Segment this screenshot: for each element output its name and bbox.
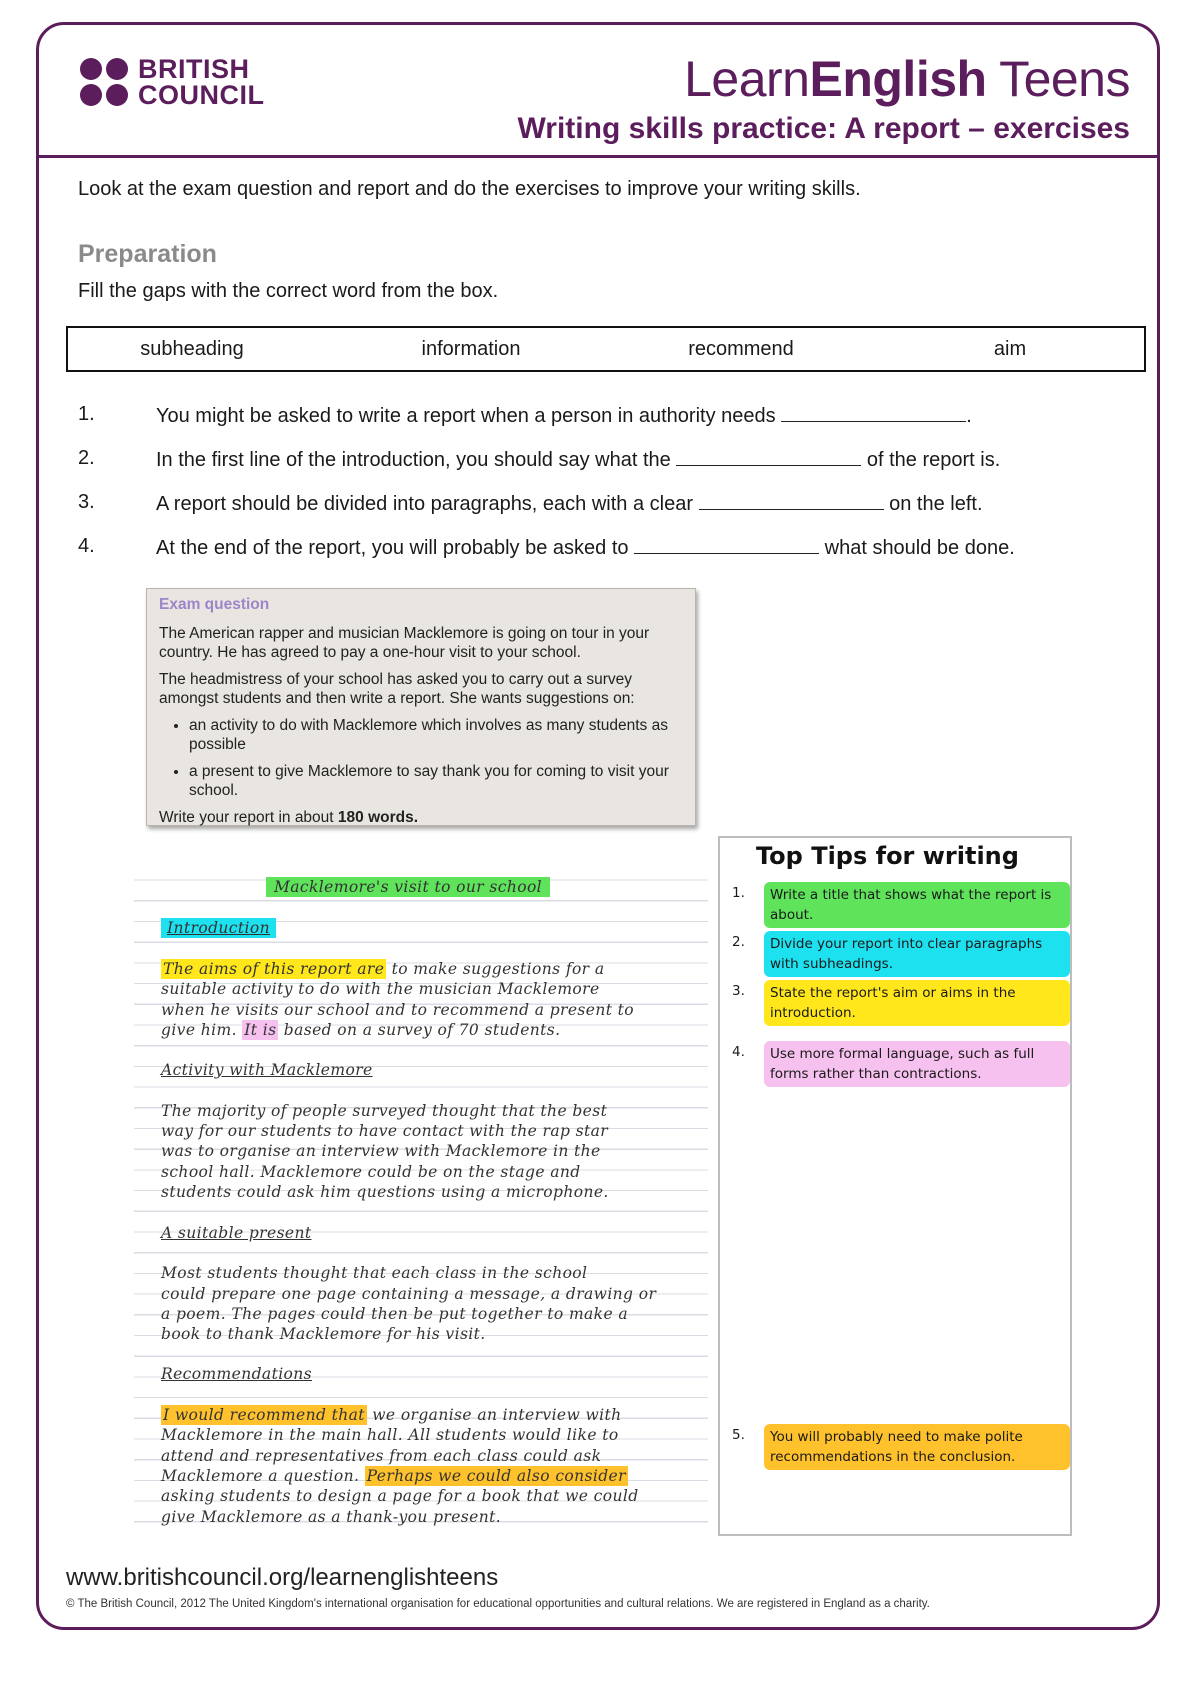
report-heading-introduction: Introduction: [161, 919, 276, 937]
footer-copyright: © The British Council, 2012 The United Kingdom's international organisation for educational opportunities and cultural relations. We are registered in England as a charity.: [66, 1598, 930, 1610]
report-heading-activity: Activity with Macklemore: [161, 1061, 373, 1079]
exam-paragraph: The American rapper and musician Macklemore is going on tour in your country. He has agreed to pay a one-hour visit to your school.: [159, 625, 650, 661]
word-option: subheading: [140, 338, 244, 360]
report-line: a poem. The pages could then be put together to make a: [161, 1305, 629, 1323]
exam-question-card: [146, 588, 696, 826]
answer-gap[interactable]: [699, 491, 884, 510]
report-title: Macklemore's visit to our school: [266, 878, 550, 896]
learnenglish-teens-logo[interactable]: LearnEnglish Teens: [684, 51, 1130, 107]
answer-gap[interactable]: [634, 535, 819, 554]
report-line: The aims of this report are to make suggestions for a: [163, 960, 605, 978]
report-line: way for our students to have contact with the rap star: [161, 1122, 609, 1140]
logo-dots-icon: [80, 58, 128, 106]
top-tips-panel: Top Tips for writing 1. Write a title that shows what the report is about. 2. Divide your report into clear paragraphs with subheadings. 3. State the report's aim or aims in the introduction. 4. Use more formal language, such as full forms rather than contractions. 5. You will probably need to make polite recommendations in the conclusion.: [718, 836, 1072, 1536]
exam-bullets: [159, 716, 683, 800]
report-line: asking students to design a page for a book that we could: [161, 1487, 639, 1505]
exam-paragraph: The headmistress of your school has asked you to carry out a survey amongst students and then write a report. She wants suggestions on:: [159, 671, 635, 707]
report-line: attend and representatives from each class could ask: [161, 1447, 602, 1465]
report-line: Macklemore a question. Perhaps we could also consider: [161, 1467, 626, 1485]
british-council-logo[interactable]: [80, 56, 265, 108]
answer-gap[interactable]: [676, 447, 861, 466]
exam-bullet: • an activity to do with Macklemore which involves as many students as possible: [189, 716, 683, 754]
section-heading-preparation: Preparation: [78, 240, 217, 268]
exam-bullet: • a present to give Macklemore to say thank you for coming to visit your school.: [189, 762, 683, 800]
report-line: school hall. Macklemore could be on the stage and: [161, 1163, 581, 1181]
logo-line-2: COUNCIL: [138, 80, 265, 110]
logo-line-1: BRITISH: [138, 54, 250, 84]
word-box: [66, 326, 1146, 372]
footer-url-link[interactable]: www.britishcouncil.org/learnenglishteens: [66, 1564, 499, 1591]
report-line: book to thank Macklemore for his visit.: [161, 1325, 486, 1343]
report-line: Most students thought that each class in the school: [161, 1264, 588, 1282]
report-line: I would recommend that we organise an interview with: [163, 1406, 622, 1424]
report-heading-present: A suitable present: [161, 1224, 312, 1242]
header-divider: [36, 155, 1160, 158]
word-option: recommend: [688, 338, 794, 360]
intro-text: Look at the exam question and report and do the exercises to improve your writing skills.: [78, 178, 861, 200]
tips-title: Top Tips for writing: [756, 842, 1019, 870]
report-heading-recommendations: Recommendations: [161, 1365, 313, 1383]
report-line: students could ask him questions using a microphone.: [161, 1183, 609, 1201]
report-line: was to organise an interview with Macklemore in the: [161, 1142, 601, 1160]
answer-gap[interactable]: [781, 403, 966, 422]
report-line: could prepare one page containing a message, a drawing or: [161, 1285, 657, 1303]
report-line: Macklemore in the main hall. All students would like to: [161, 1426, 619, 1444]
exam-question-title: Exam question: [159, 596, 270, 613]
page-title: Writing skills practice: A report – exercises: [517, 112, 1130, 145]
report-line: suitable activity to do with the musician Macklemore: [161, 980, 600, 998]
instruction-text: Fill the gaps with the correct word from the box.: [78, 280, 499, 302]
report-line: give him. It is based on a survey of 70 students.: [161, 1021, 561, 1039]
report-line: give Macklemore as a thank-you present.: [161, 1508, 502, 1526]
report-line: when he visits our school and to recommend a present to: [161, 1001, 635, 1019]
model-report: [134, 860, 708, 1540]
report-line: The majority of people surveyed thought that the best: [161, 1102, 608, 1120]
word-option: information: [421, 338, 521, 360]
exam-word-count: Write your report in about 180 words.: [159, 809, 419, 826]
word-option: aim: [993, 338, 1027, 360]
